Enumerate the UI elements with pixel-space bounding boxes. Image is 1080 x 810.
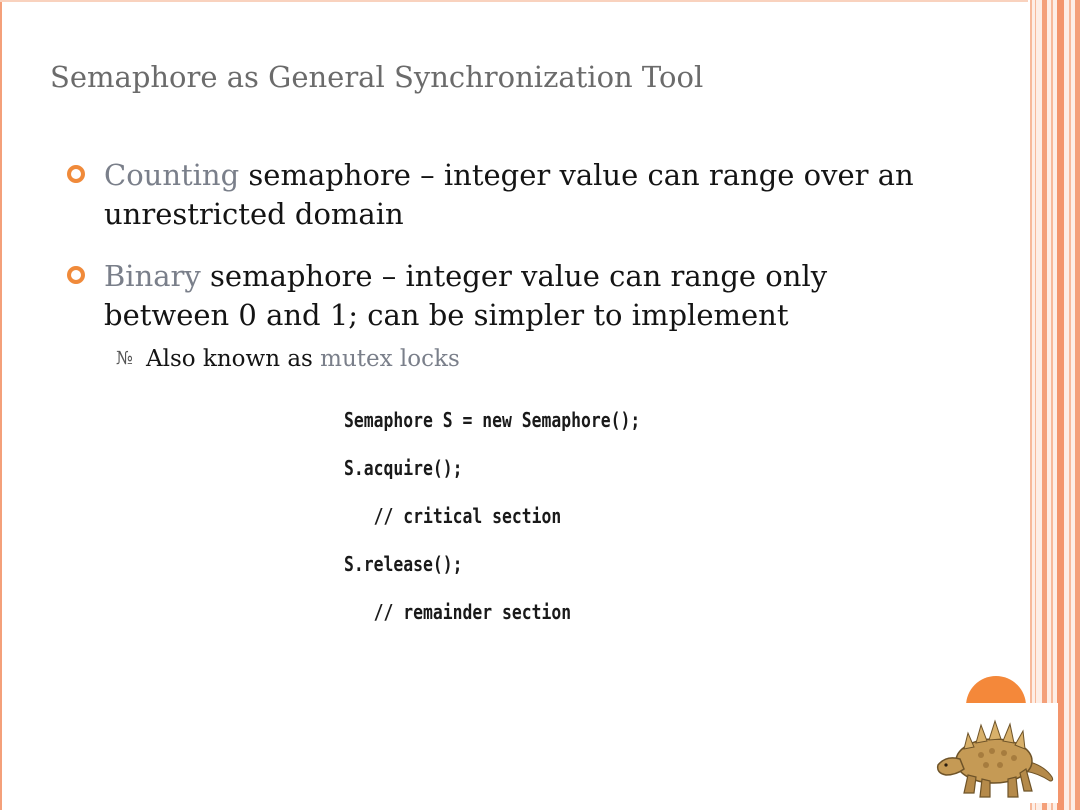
bullet-counting — [104, 156, 944, 234]
code-line: S.acquire(); — [344, 456, 463, 480]
bullet-text: semaphore – integer value can range only between 0 and 1; can be simpler to implement — [104, 259, 828, 332]
scroll-bullet-icon: № — [116, 348, 134, 369]
top-rule — [0, 0, 1028, 2]
bullet-binary — [104, 257, 944, 335]
code-line: // critical section — [344, 504, 562, 528]
sub-bullet-text: Also known as — [146, 346, 321, 372]
bullet-marker-icon — [67, 165, 85, 183]
bullet-accent-term: Binary — [104, 259, 201, 293]
sub-bullet-accent-term: mutex locks — [320, 346, 460, 372]
sub-bullet-mutex — [116, 346, 460, 372]
bullet-text: semaphore – integer value can range over an unrestricted domain — [104, 158, 914, 231]
code-line: S.release(); — [344, 552, 463, 576]
left-accent-strip — [0, 0, 2, 810]
bullet-marker-icon — [67, 266, 85, 284]
code-line: Semaphore S = new Semaphore(); — [344, 408, 641, 432]
dinosaur-mascot-icon — [926, 703, 1058, 803]
right-decorative-bars — [1030, 0, 1080, 810]
code-line: // remainder section — [344, 600, 572, 624]
slide-title: Semaphore as General Synchronization Tool — [50, 60, 704, 94]
code-block — [344, 396, 688, 636]
bullet-accent-term: Counting — [104, 158, 240, 192]
